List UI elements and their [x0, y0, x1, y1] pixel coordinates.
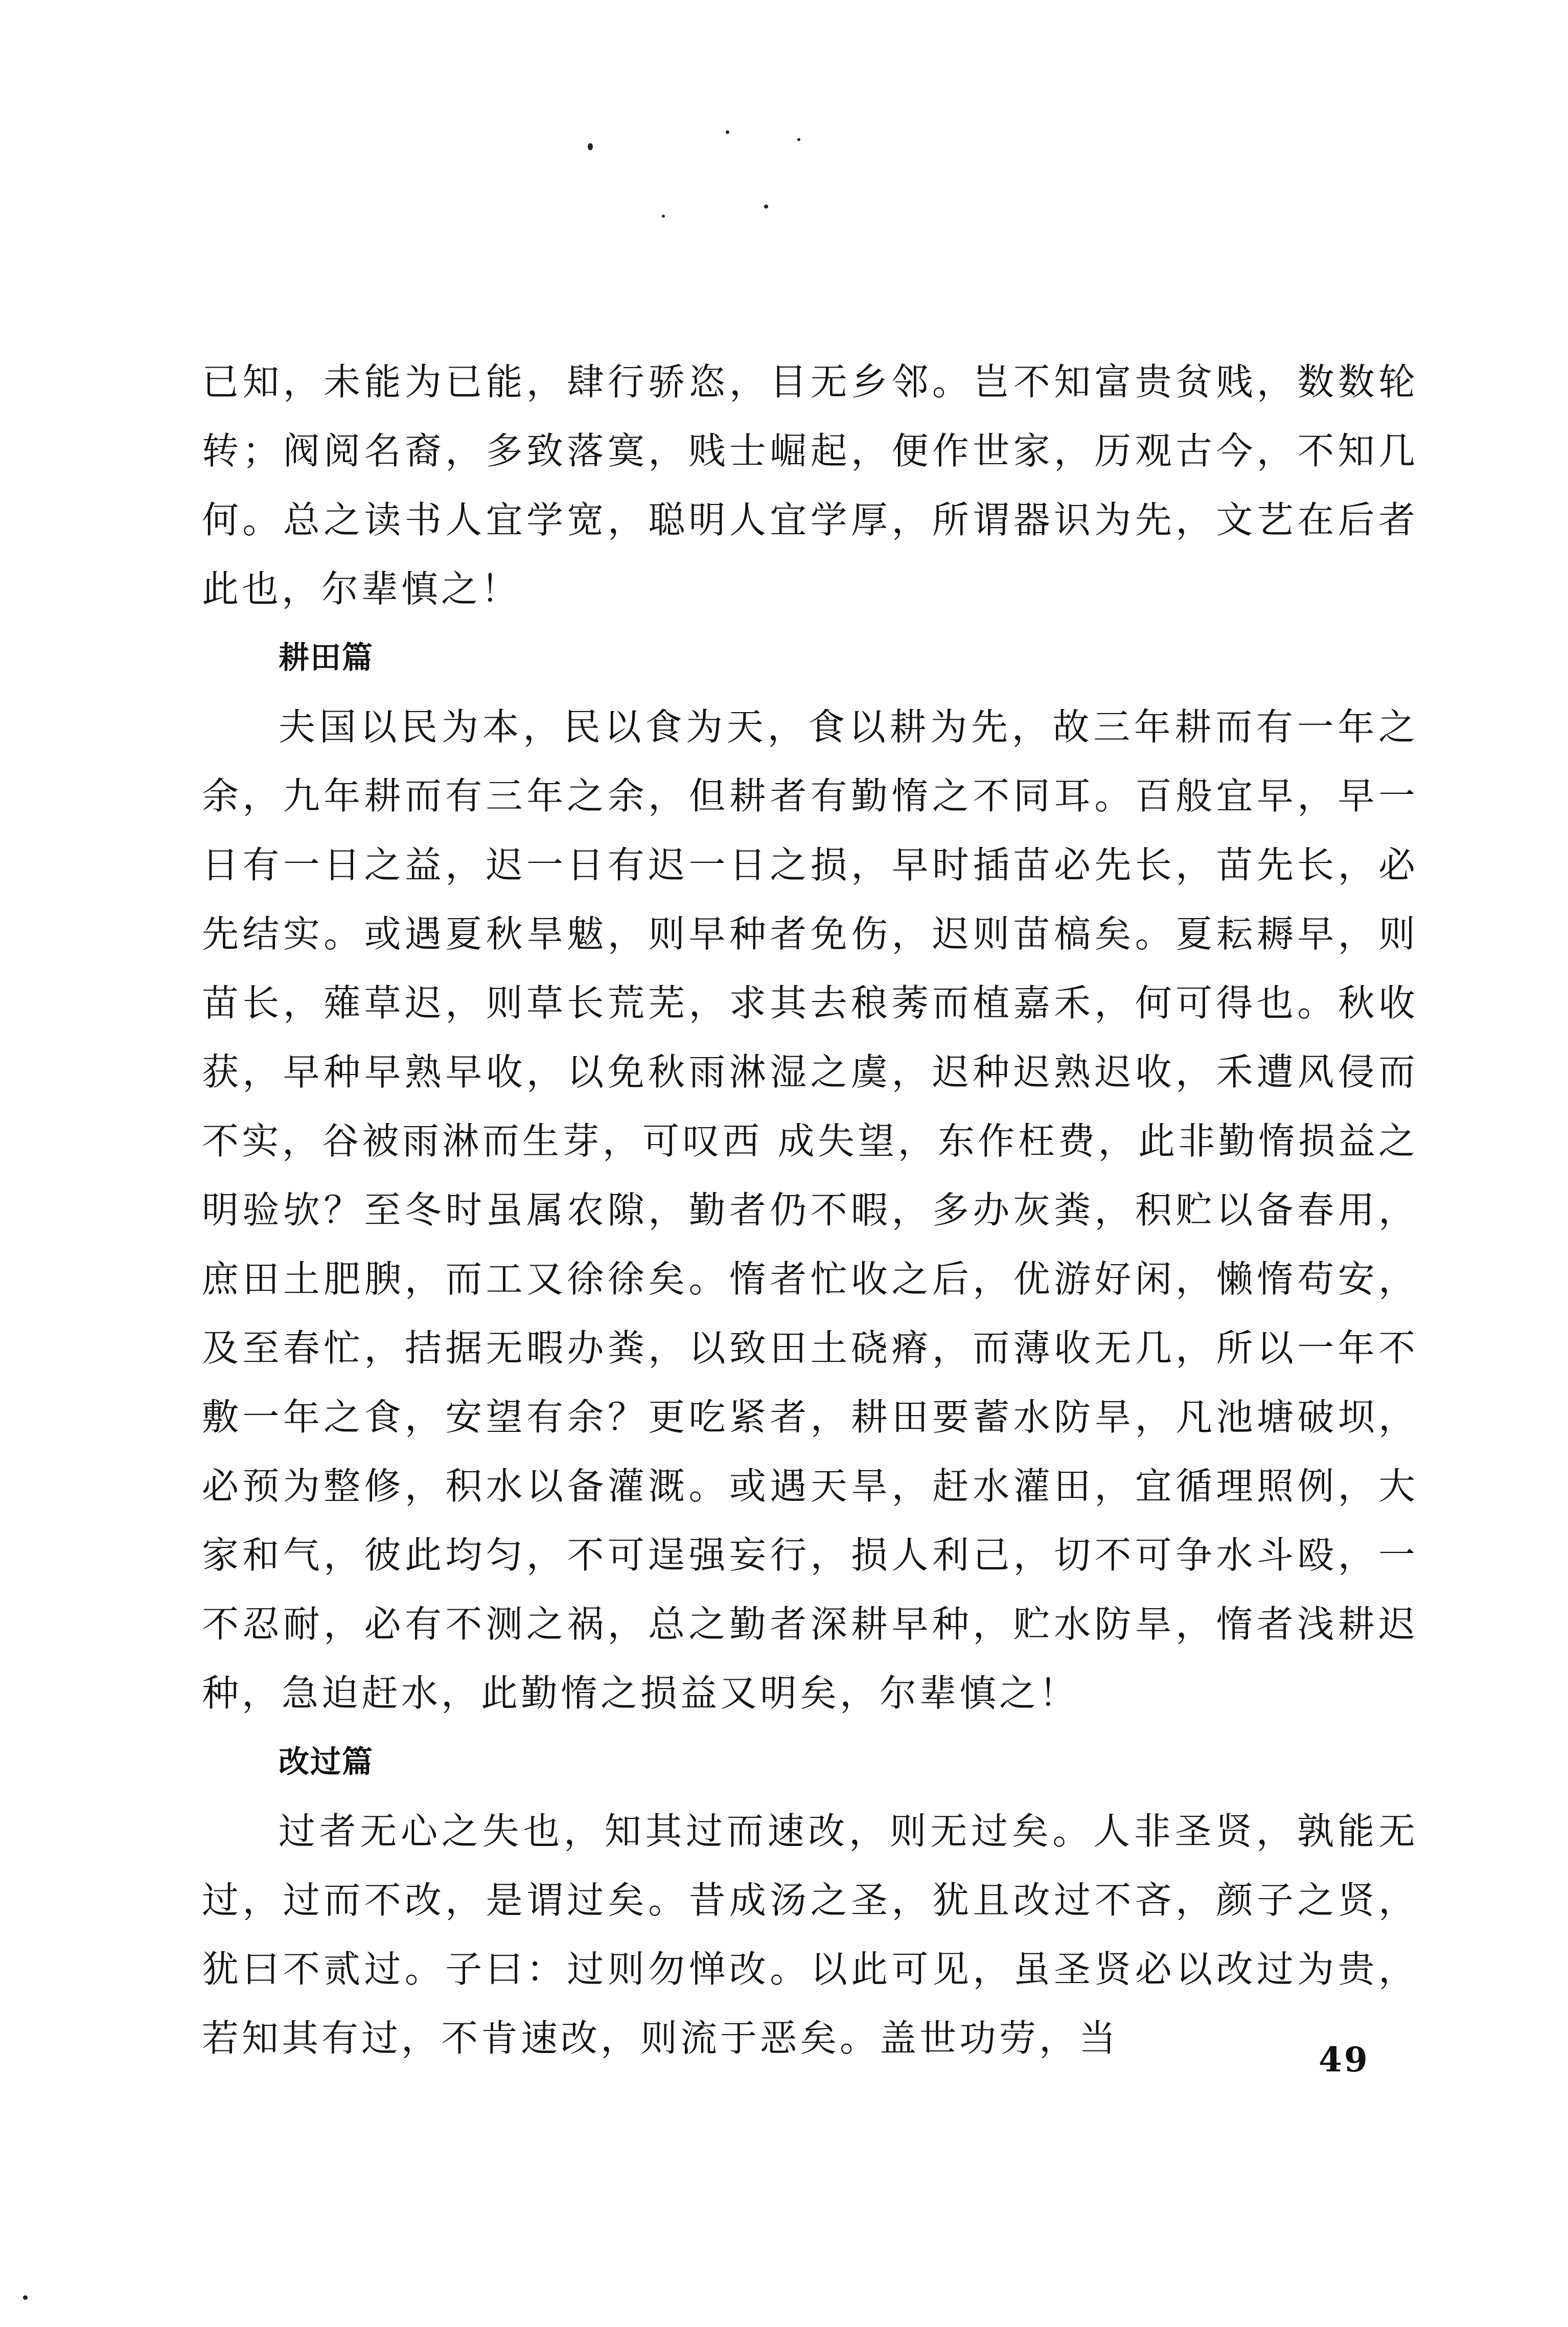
paragraph-continuation: 已知，未能为已能，肆行骄恣，目无乡邻。岂不知富贵贫贱，数数轮转；阀阅名裔，多致落寞，贱士崛起，便作世家，历观古今，不知几何。总之读书人宜学宽，聪明人宜学厚，所谓器识为先，文艺在后者此也，尔辈慎之！ — [202, 360, 1418, 610]
scan-speck — [588, 143, 593, 150]
page-number: 49 — [1319, 2040, 1370, 2080]
paragraph-gengtian: 夫国以民为本，民以食为天，食以耕为先，故三年耕而有一年之余，九年耕而有三年之余，但耕者有勤惰之不同耳。百般宜早，早一日有一日之益，迟一日有迟一日之损，早时插苗必先长，苗先长，必先结实。或遇夏秋旱魃，则早种者免伤，迟则苗槁矣。夏耘耨早，则苗长，薙草迟，则草长荒芜，求其去稂莠而植嘉禾，何可得也。秋收获，早种早熟早收，以免秋雨淋湿之虞，迟种迟熟迟收，禾遭风侵而不实，谷被雨淋而生芽，可叹西 成失望，东作枉费，此非勤惰损益之明验欤？至冬时虽属农隙，勤者仍不暇，多办灰粪，积贮以备春用，庶田土肥腴，而工又徐徐矣。惰者忙收之后，优游好闲，懒惰苟安，及至春忙，拮据无暇办粪，以致田土硗瘠，而薄收无几，所以一年不敷一年之食，安望有余？更吃紧者，耕田要蓄水防旱，凡池塘破坝，必预为整修，积水以备灌溉。或遇天旱，赶水灌田，宜循理照例，大家和气，彼此均匀，不可逞强妄行，损人利己，切不可争水斗殴，一不忍耐，必有不测之祸，总之勤者深耕早种，贮水防旱，惰者浅耕迟种，急迫赶水，此勤惰之损益又明矣，尔辈慎之！ — [202, 705, 1418, 1715]
scan-speck — [797, 138, 800, 141]
scan-speck — [726, 130, 729, 134]
scan-speck — [764, 204, 768, 209]
document-body — [202, 348, 1418, 2073]
section-heading-gaiguo: 改过篇 — [279, 1744, 374, 1780]
paragraph-gaiguo: 过者无心之失也，知其过而速改，则无过矣。人非圣贤，孰能无过，过而不改，是谓过矣。昔成汤之圣，犹且改过不吝，颜子之贤，犹曰不贰过。子曰：过则勿惮改。以此可见，虽圣贤必以改过为贵，若知其有过，不肯速改，则流于恶矣。盖世功劳，当 — [202, 1810, 1418, 2060]
scan-speck — [23, 2295, 28, 2300]
section-heading-gengtian: 耕田篇 — [279, 640, 374, 676]
scan-speck — [662, 215, 665, 218]
